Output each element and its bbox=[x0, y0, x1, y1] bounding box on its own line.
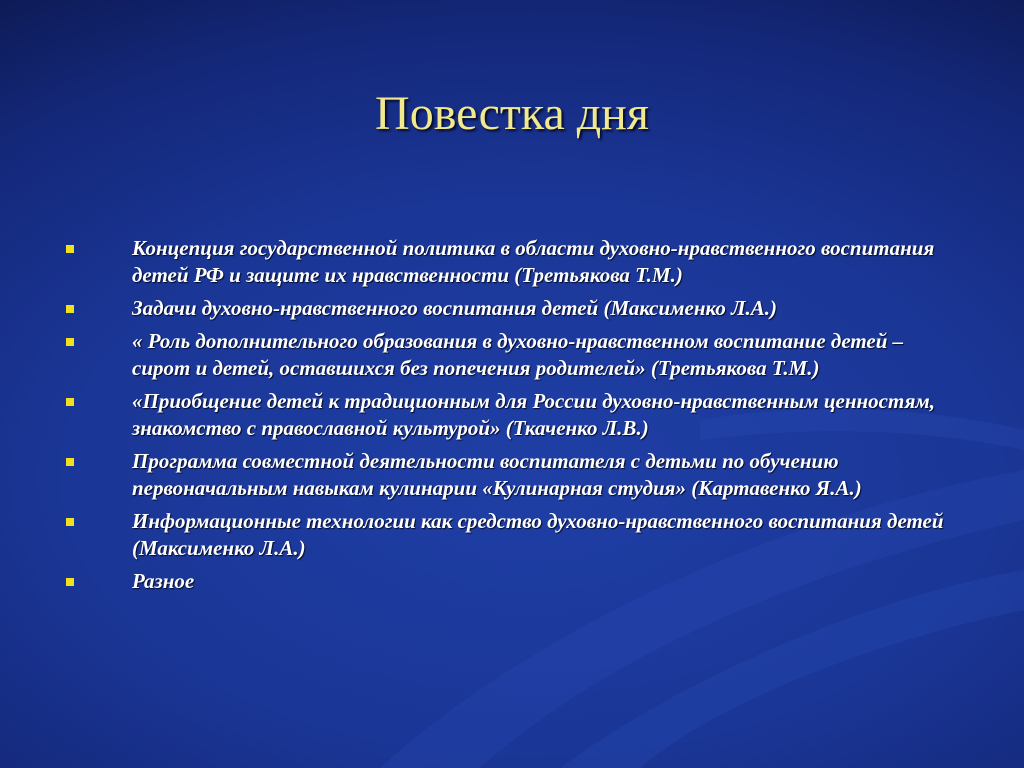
agenda-item bbox=[0, 448, 962, 502]
agenda-item-text: Задачи духовно-нравственного воспитания детей (Максименко Л.А.) bbox=[132, 296, 778, 320]
square-bullet-icon bbox=[66, 398, 74, 406]
agenda-item bbox=[0, 235, 962, 289]
agenda-item bbox=[0, 295, 962, 322]
agenda-list bbox=[0, 235, 1024, 601]
agenda-item bbox=[0, 568, 962, 595]
agenda-item-text: «Приобщение детей к традиционным для России духовно-нравственным ценностям, знакомство с православной культурой» (Ткаченко Л.В.) bbox=[132, 389, 936, 440]
agenda-item bbox=[0, 388, 962, 442]
agenda-item bbox=[0, 328, 962, 382]
slide-title: Повестка дня bbox=[375, 87, 649, 140]
agenda-item-text: Информационные технологии как средство духовно-нравственного воспитания детей (Максименко Л.А.) bbox=[132, 509, 944, 560]
square-bullet-icon bbox=[66, 305, 74, 313]
agenda-item-text: Программа совместной деятельности воспитателя с детьми по обучению первоначальным навыкам кулинарии «Кулинарная студия» (Картавенко Я.А.) bbox=[132, 449, 862, 500]
square-bullet-icon bbox=[66, 245, 74, 253]
square-bullet-icon bbox=[66, 518, 74, 526]
square-bullet-icon bbox=[66, 338, 74, 346]
square-bullet-icon bbox=[66, 458, 74, 466]
agenda-item-text: Разное bbox=[132, 569, 195, 593]
agenda-item-text: Концепция государственной политика в области духовно-нравственного воспитания детей РФ и защите их нравственности (Третьякова Т.М.) bbox=[132, 236, 935, 287]
agenda-item-text: « Роль дополнительного образования в духовно-нравственном воспитание детей – сирот и детей, оставшихся без попечения родителей» (Третьякова Т.М.) bbox=[132, 329, 904, 380]
agenda-item bbox=[0, 508, 962, 562]
square-bullet-icon bbox=[66, 578, 74, 586]
